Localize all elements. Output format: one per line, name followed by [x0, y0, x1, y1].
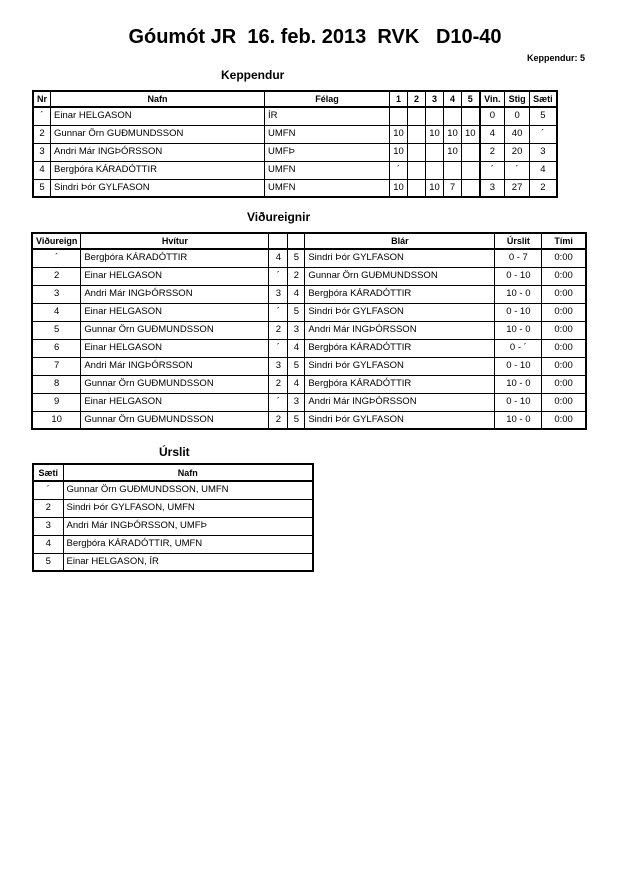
- player-cell: Andri Már INGÞÓRSSON: [51, 143, 265, 161]
- game-cell: 0 - 10: [495, 357, 542, 375]
- game-row: [32, 411, 586, 429]
- player-cell: UMFN: [265, 179, 390, 197]
- player-row: [33, 107, 557, 125]
- players-column-header: Vin.: [480, 91, 505, 107]
- games-column-header: [288, 233, 305, 249]
- result-row: [33, 481, 313, 499]
- results-table: [32, 463, 314, 572]
- players-section-title: Keppendur: [221, 68, 285, 82]
- game-cell: 5: [288, 249, 305, 267]
- game-cell: 10 - 0: [495, 321, 542, 339]
- game-cell: 3: [32, 285, 81, 303]
- game-cell: 0:00: [542, 303, 586, 321]
- player-cell: 2: [530, 179, 557, 197]
- game-cell: 10 - 0: [495, 375, 542, 393]
- game-cell: 2: [32, 267, 81, 285]
- player-cell: ´: [33, 107, 51, 125]
- game-cell: ´: [269, 393, 288, 411]
- result-row: [33, 535, 313, 553]
- game-cell: 0 - 10: [495, 393, 542, 411]
- game-cell: Andri Már INGÞÓRSSON: [81, 357, 269, 375]
- result-row: [33, 553, 313, 571]
- game-cell: ´: [32, 249, 81, 267]
- player-cell: 0: [480, 107, 505, 125]
- game-cell: Bergþóra KÁRADÓTTIR: [81, 249, 269, 267]
- game-cell: Sindri Þór GYLFASON: [305, 411, 495, 429]
- player-cell: ´: [505, 161, 530, 179]
- result-cell: Andri Már INGÞÓRSSON, UMFÞ: [63, 517, 313, 535]
- player-row: [33, 143, 557, 161]
- game-row: [32, 285, 586, 303]
- player-cell: [408, 125, 426, 143]
- players-column-header: Nafn: [51, 91, 265, 107]
- player-cell: Gunnar Örn GUÐMUNDSSON: [51, 125, 265, 143]
- players-column-header: 1: [390, 91, 408, 107]
- player-cell: 2: [33, 125, 51, 143]
- game-row: [32, 267, 586, 285]
- games-column-header: Úrslit: [495, 233, 542, 249]
- game-cell: Gunnar Örn GUÐMUNDSSON: [81, 321, 269, 339]
- result-row: [33, 499, 313, 517]
- player-cell: 3: [33, 143, 51, 161]
- game-cell: 0 - 7: [495, 249, 542, 267]
- player-row: [33, 161, 557, 179]
- game-row: [32, 249, 586, 267]
- game-cell: 10 - 0: [495, 411, 542, 429]
- game-row: [32, 357, 586, 375]
- player-cell: Bergþóra KÁRADÓTTIR: [51, 161, 265, 179]
- game-cell: 4: [32, 303, 81, 321]
- player-cell: ´: [390, 161, 408, 179]
- player-cell: [408, 143, 426, 161]
- game-row: [32, 393, 586, 411]
- result-cell: Sindri Þór GYLFASON, UMFN: [63, 499, 313, 517]
- player-cell: [462, 143, 480, 161]
- player-cell: [408, 107, 426, 125]
- players-header-row: [33, 91, 557, 107]
- game-cell: Gunnar Örn GUÐMUNDSSON: [81, 411, 269, 429]
- game-cell: Bergþóra KÁRADÓTTIR: [305, 285, 495, 303]
- game-row: [32, 321, 586, 339]
- player-cell: Sindri Þór GYLFASON: [51, 179, 265, 197]
- game-cell: 2: [269, 321, 288, 339]
- player-cell: [426, 143, 444, 161]
- player-cell: [462, 161, 480, 179]
- player-cell: 20: [505, 143, 530, 161]
- game-cell: 0:00: [542, 267, 586, 285]
- players-column-header: 4: [444, 91, 462, 107]
- player-cell: 2: [480, 143, 505, 161]
- game-cell: 5: [288, 411, 305, 429]
- games-column-header: Hvítur: [81, 233, 269, 249]
- player-cell: 10: [444, 143, 462, 161]
- player-cell: 10: [426, 125, 444, 143]
- players-column-header: Félag: [265, 91, 390, 107]
- game-cell: Andri Már INGÞÓRSSON: [305, 321, 495, 339]
- game-row: [32, 339, 586, 357]
- results-column-header: Sæti: [33, 464, 63, 481]
- game-cell: Sindri Þór GYLFASON: [305, 249, 495, 267]
- game-cell: ´: [269, 267, 288, 285]
- game-cell: 0:00: [542, 411, 586, 429]
- result-cell: Gunnar Örn GUÐMUNDSSON, UMFN: [63, 481, 313, 499]
- game-cell: 5: [288, 357, 305, 375]
- result-cell: 5: [33, 553, 63, 571]
- result-cell: 3: [33, 517, 63, 535]
- player-cell: 3: [480, 179, 505, 197]
- results-column-header: Nafn: [63, 464, 313, 481]
- page-title: Góumót JR 16. feb. 2013 RVK D10-40: [128, 26, 502, 48]
- player-cell: [408, 179, 426, 197]
- game-cell: Sindri Þór GYLFASON: [305, 303, 495, 321]
- games-column-header: Tími: [542, 233, 586, 249]
- game-cell: Bergþóra KÁRADÓTTIR: [305, 339, 495, 357]
- results-section-title: Úrslit: [159, 445, 190, 459]
- players-column-header: 2: [408, 91, 426, 107]
- game-cell: 3: [269, 285, 288, 303]
- game-cell: 10: [32, 411, 81, 429]
- players-table: [32, 90, 558, 198]
- game-cell: 7: [32, 357, 81, 375]
- players-count: Keppendur: 5: [527, 53, 586, 63]
- game-cell: Sindri Þór GYLFASON: [305, 357, 495, 375]
- game-cell: 4: [288, 375, 305, 393]
- game-cell: 0 - 10: [495, 267, 542, 285]
- games-column-header: [269, 233, 288, 249]
- player-cell: 5: [33, 179, 51, 197]
- player-cell: 10: [390, 179, 408, 197]
- player-cell: 40: [505, 125, 530, 143]
- player-cell: 4: [530, 161, 557, 179]
- game-cell: ´: [269, 303, 288, 321]
- player-cell: [462, 107, 480, 125]
- result-cell: ´: [33, 481, 63, 499]
- player-cell: UMFN: [265, 161, 390, 179]
- player-cell: [408, 161, 426, 179]
- game-cell: Andri Már INGÞÓRSSON: [305, 393, 495, 411]
- game-cell: 0 - ´: [495, 339, 542, 357]
- player-cell: [426, 107, 444, 125]
- game-cell: 9: [32, 393, 81, 411]
- result-cell: Bergþóra KÁRADÓTTIR, UMFN: [63, 535, 313, 553]
- result-cell: 4: [33, 535, 63, 553]
- player-cell: 27: [505, 179, 530, 197]
- game-cell: Andri Már INGÞÓRSSON: [81, 285, 269, 303]
- player-cell: [390, 107, 408, 125]
- player-cell: 10: [444, 125, 462, 143]
- players-column-header: 3: [426, 91, 444, 107]
- game-cell: 0:00: [542, 321, 586, 339]
- game-cell: 2: [269, 375, 288, 393]
- game-cell: 10 - 0: [495, 285, 542, 303]
- game-cell: 3: [269, 357, 288, 375]
- player-cell: ´: [480, 161, 505, 179]
- game-cell: 0:00: [542, 375, 586, 393]
- game-cell: Gunnar Örn GUÐMUNDSSON: [305, 267, 495, 285]
- player-cell: [444, 107, 462, 125]
- player-cell: 4: [480, 125, 505, 143]
- player-cell: 10: [426, 179, 444, 197]
- game-cell: 6: [32, 339, 81, 357]
- game-cell: Einar HELGASON: [81, 339, 269, 357]
- game-cell: 4: [288, 285, 305, 303]
- player-cell: ´: [530, 125, 557, 143]
- games-column-header: Viðureign: [32, 233, 81, 249]
- game-cell: 0:00: [542, 339, 586, 357]
- game-cell: 0:00: [542, 285, 586, 303]
- game-cell: Bergþóra KÁRADÓTTIR: [305, 375, 495, 393]
- player-cell: 10: [390, 143, 408, 161]
- game-cell: 0:00: [542, 393, 586, 411]
- result-cell: Einar HELGASON, ÍR: [63, 553, 313, 571]
- game-cell: Gunnar Örn GUÐMUNDSSON: [81, 375, 269, 393]
- game-cell: 8: [32, 375, 81, 393]
- games-table: [31, 232, 587, 430]
- player-cell: ÍR: [265, 107, 390, 125]
- results-header-row: [33, 464, 313, 481]
- player-cell: 0: [505, 107, 530, 125]
- player-cell: 10: [462, 125, 480, 143]
- game-cell: 5: [288, 303, 305, 321]
- player-cell: [444, 161, 462, 179]
- game-cell: Einar HELGASON: [81, 303, 269, 321]
- game-cell: Einar HELGASON: [81, 267, 269, 285]
- players-column-header: Sæti: [530, 91, 557, 107]
- player-cell: Einar HELGASON: [51, 107, 265, 125]
- game-cell: 0 - 10: [495, 303, 542, 321]
- games-header-row: [32, 233, 586, 249]
- game-cell: 2: [269, 411, 288, 429]
- player-cell: 3: [530, 143, 557, 161]
- players-column-header: Nr: [33, 91, 51, 107]
- games-section-title: Viðureignir: [247, 210, 311, 224]
- game-cell: 3: [288, 321, 305, 339]
- player-cell: 4: [33, 161, 51, 179]
- game-cell: 4: [269, 249, 288, 267]
- player-cell: UMFN: [265, 125, 390, 143]
- game-cell: 0:00: [542, 249, 586, 267]
- player-row: [33, 179, 557, 197]
- game-row: [32, 375, 586, 393]
- result-cell: 2: [33, 499, 63, 517]
- game-cell: 2: [288, 267, 305, 285]
- player-cell: 5: [530, 107, 557, 125]
- game-row: [32, 303, 586, 321]
- player-cell: 7: [444, 179, 462, 197]
- games-column-header: Blár: [305, 233, 495, 249]
- player-row: [33, 125, 557, 143]
- player-cell: [426, 161, 444, 179]
- player-cell: [462, 179, 480, 197]
- players-column-header: Stig: [505, 91, 530, 107]
- game-cell: Einar HELGASON: [81, 393, 269, 411]
- game-cell: 3: [288, 393, 305, 411]
- game-cell: ´: [269, 339, 288, 357]
- player-cell: 10: [390, 125, 408, 143]
- player-cell: UMFÞ: [265, 143, 390, 161]
- game-cell: 4: [288, 339, 305, 357]
- players-column-header: 5: [462, 91, 480, 107]
- game-cell: 0:00: [542, 357, 586, 375]
- result-row: [33, 517, 313, 535]
- game-cell: 5: [32, 321, 81, 339]
